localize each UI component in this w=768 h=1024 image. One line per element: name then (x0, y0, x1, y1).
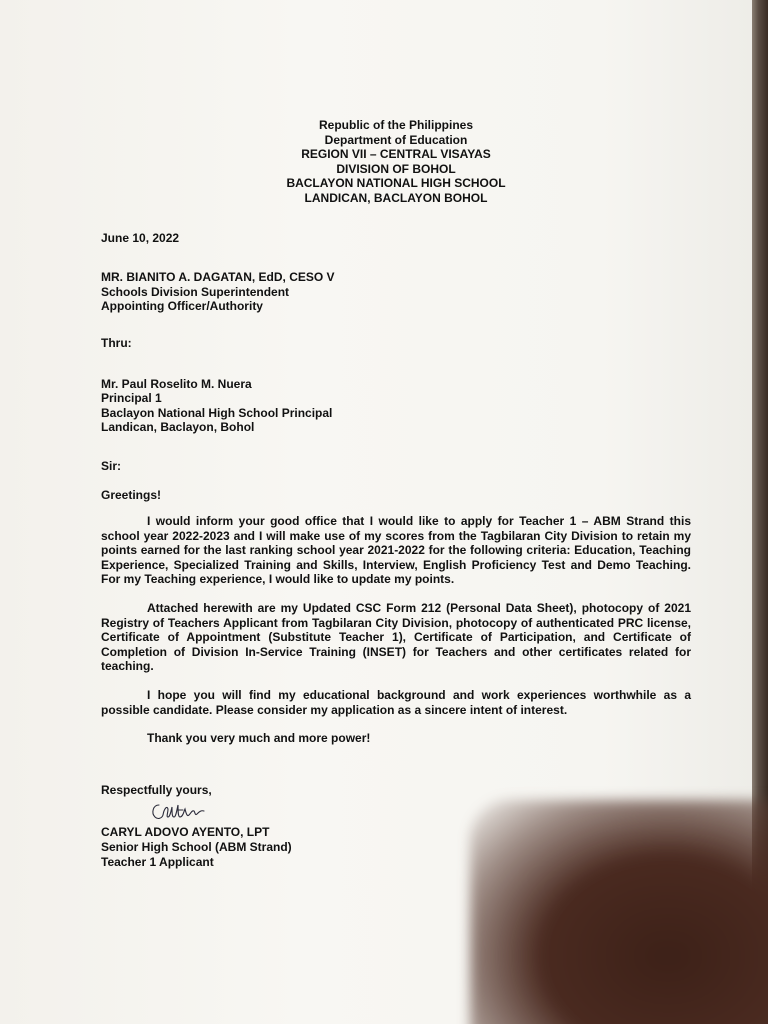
body-paragraph-2: Attached herewith are my Updated CSC Form 212 (Personal Data Sheet), photocopy of 2021 Registry of Teachers Applicant from Tagbilaran City Division, photocopy of authenticated PRC license, Certificate of Appointment (Substitute Teacher 1), Certificate of Participation, and Certificate of Completion of Division In-Service Training (INSET) for Teachers and other certificates related for teaching. (101, 601, 691, 674)
body-paragraph-3: I hope you will find my educational background and work experiences worthwhile as a possible candidate. Please consider my application as a sincere intent of interest. (101, 688, 691, 717)
letterhead-line-6: LANDICAN, BACLAYON BOHOL (304, 190, 488, 205)
signer-position: Senior High School (ABM Strand) (101, 840, 292, 854)
closing: Respectfully yours, (101, 782, 212, 797)
signer-role: Teacher 1 Applicant (101, 854, 214, 869)
signer-name: CARYL ADOVO AYENTO, LPT (101, 825, 270, 840)
via-block (101, 377, 691, 435)
via-name: Mr. Paul Roselito M. Nuera (101, 376, 252, 391)
letterhead-line-4: DIVISION OF BOHOL (336, 161, 456, 176)
recipient-title: Schools Division Superintendent (101, 284, 290, 299)
via-position: Principal 1 (101, 391, 162, 406)
via-address: Landican, Baclayon, Bohol (101, 420, 255, 435)
letterhead-line-1: Republic of the Philippines (318, 118, 473, 132)
signature-icon (149, 799, 209, 825)
greeting: Greetings! (101, 487, 162, 502)
letterhead (101, 118, 691, 206)
recipient-name: MR. BIANITO A. DAGATAN, EdD, CESO V (101, 270, 335, 285)
recipient-block (101, 270, 691, 314)
letterhead-line-3: REGION VII – CENTRAL VISAYAS (301, 147, 491, 162)
photo-shadow (470, 800, 768, 1024)
body-paragraph-1: I would inform your good office that I would like to apply for Teacher 1 – ABM Strand this school year 2022-2023 and I will make use of my scores from the Tagbilaran City Division to retain my points earned for the last ranking school year 2021-2022 for the following criteria: Education, Teaching Experience, Specialized Training and Skills, Interview, English Proficiency Test and Demo Teaching. For my Teaching experience, I would like to update my points. (101, 514, 691, 587)
recipient-role: Appointing Officer/Authority (101, 299, 263, 314)
letter-body (101, 118, 691, 869)
letterhead-line-2: Department of Education (324, 132, 468, 147)
thru-label: Thru: (101, 335, 132, 350)
salutation: Sir: (101, 458, 122, 473)
letter-date: June 10, 2022 (101, 230, 180, 245)
via-school: Baclayon National High School Principal (101, 405, 333, 420)
letterhead-line-5: BACLAYON NATIONAL HIGH SCHOOL (286, 176, 506, 191)
body-paragraph-4: Thank you very much and more power! (147, 731, 371, 746)
